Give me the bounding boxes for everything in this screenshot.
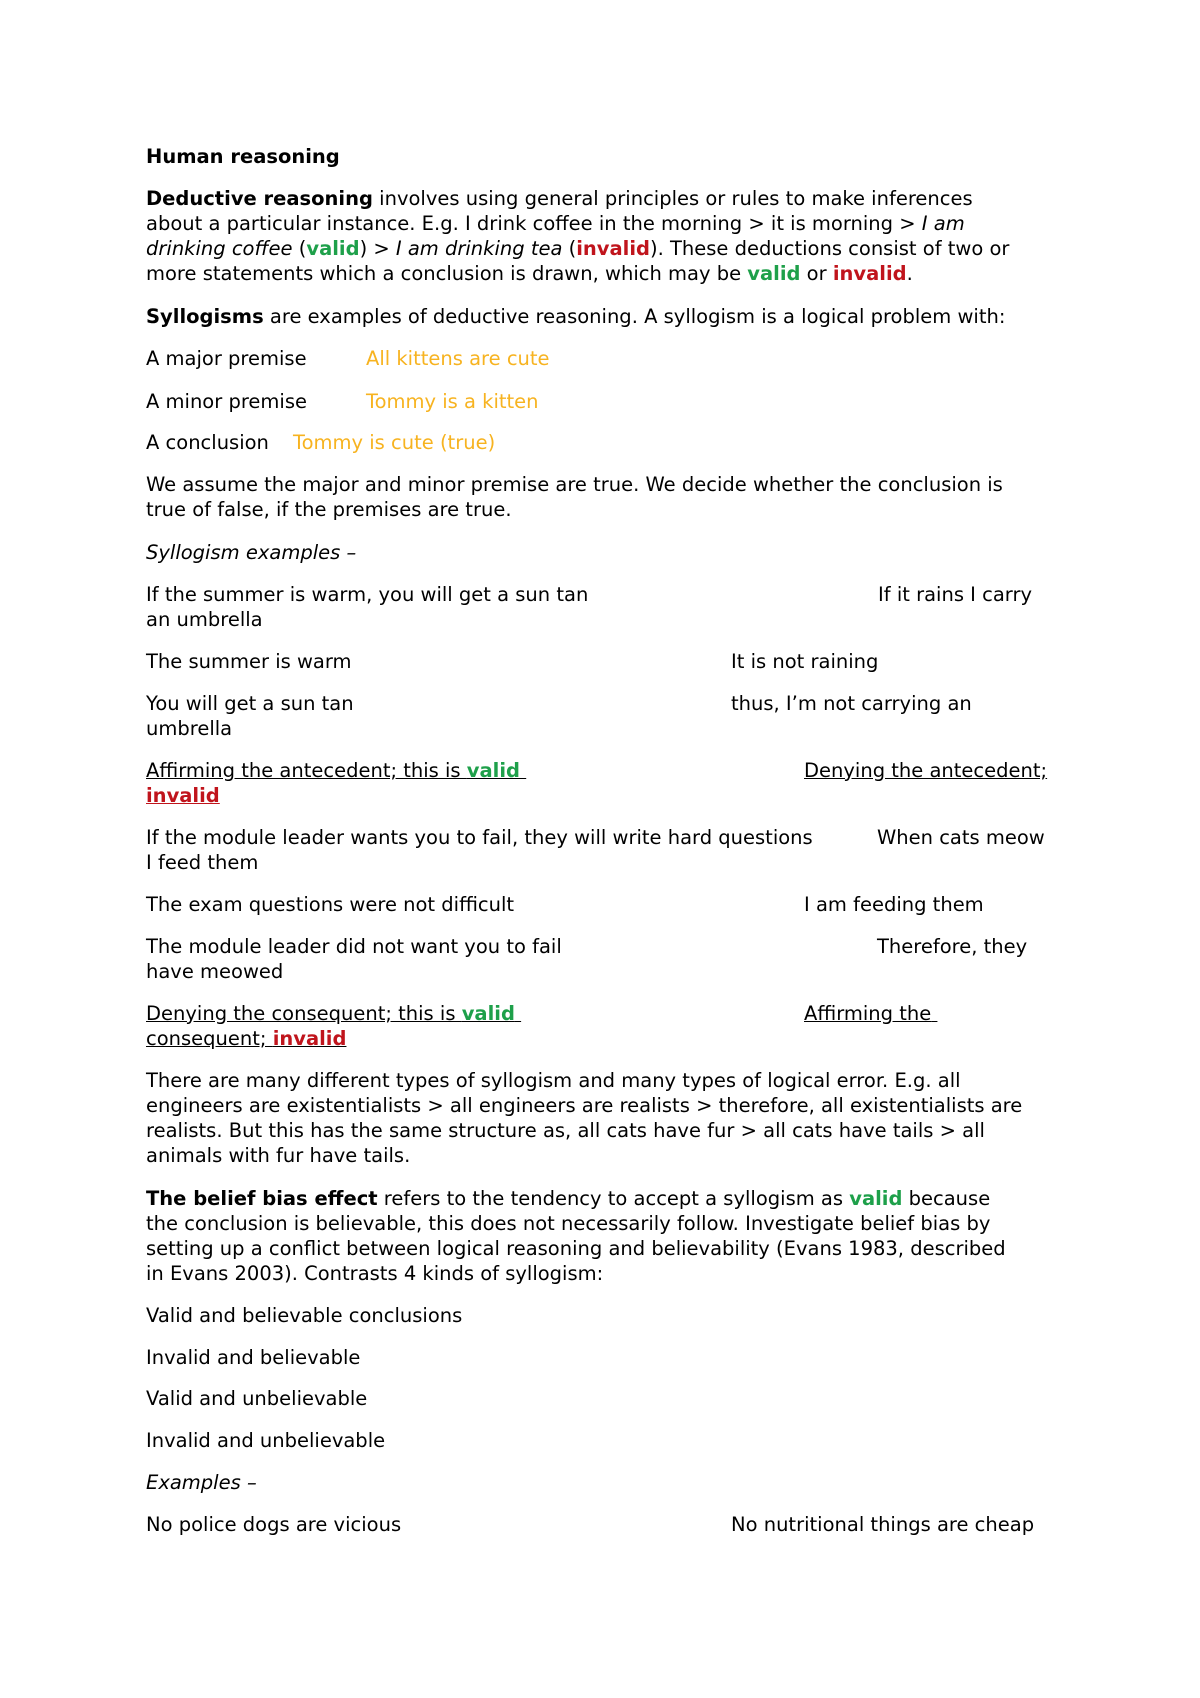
set2-right-2: I am feeding them — [804, 893, 984, 916]
text-span: consequent; — [146, 1027, 273, 1050]
paragraph-deductive-line-3 — [146, 236, 1009, 261]
paragraph-assume-line-2: true of false, if the premises are true. — [146, 498, 512, 521]
paragraph-belief-bias-line-4: in Evans 2003). Contrasts 4 kinds of syllogism: — [146, 1262, 604, 1285]
paragraph-assume-line-1: We assume the major and minor premise are true. We decide whether the conclusion is — [146, 473, 1003, 496]
kind-item: Invalid and unbelievable — [146, 1429, 386, 1452]
text-span: Denying the consequent; this is — [146, 1002, 462, 1025]
valid-label: valid — [306, 237, 360, 260]
set1-left-1: If the summer is warm, you will get a sun tan — [146, 583, 589, 606]
set1-left-3: You will get a sun tan — [146, 692, 354, 715]
premise-example-conclusion: Tommy is cute (true) — [293, 431, 496, 454]
text-span: because — [902, 1187, 991, 1210]
set2-caption-cont — [146, 1026, 346, 1051]
kind-item: Invalid and believable — [146, 1346, 361, 1369]
text-span: ) > — [359, 237, 396, 260]
set1-right-3: thus, I’m not carrying an — [731, 692, 972, 715]
set2-left-3-cont: have meowed — [146, 960, 284, 983]
set2-left-2: The exam questions were not difficult — [146, 893, 515, 916]
paragraph-types-line-2: engineers are existentialists > all engineers are realists > therefore, all existentialists are — [146, 1094, 1023, 1117]
text-span: more statements which a conclusion is drawn, which may be — [146, 262, 748, 285]
text-span: or — [800, 262, 833, 285]
final-row-right: No nutritional things are cheap — [731, 1513, 1035, 1536]
set1-left-3-cont: umbrella — [146, 717, 233, 740]
final-row-left: No police dogs are vicious — [146, 1513, 402, 1536]
paragraph-types-line-3: realists. But this has the same structure as, all cats have fur > all cats have tails > all — [146, 1119, 985, 1142]
paragraph-deductive-line-1 — [146, 186, 973, 211]
kind-item: Valid and believable conclusions — [146, 1304, 463, 1327]
set2-right-3: Therefore, they — [877, 935, 1028, 958]
italic-text: I am drinking tea — [395, 237, 563, 260]
syllogism-examples-heading: Syllogism examples – — [146, 541, 357, 564]
paragraph-deductive-line-2 — [146, 211, 965, 236]
set1-right-1: If it rains I carry — [878, 583, 1033, 606]
paragraph-types-line-4: animals with fur have tails. — [146, 1144, 411, 1167]
premise-example-major: All kittens are cute — [366, 347, 550, 370]
paragraph-belief-bias-line-2: the conclusion is believable, this does not necessarily follow. Investigate belief bias by — [146, 1212, 991, 1235]
set2-left-1: If the module leader wants you to fail, they will write hard questions — [146, 826, 813, 849]
paragraph-syllogisms — [146, 304, 1005, 329]
kind-item: Valid and unbelievable — [146, 1387, 368, 1410]
valid-label: valid — [849, 1187, 903, 1210]
invalid-label: invalid — [832, 262, 907, 285]
paragraph-types-line-1: There are many different types of syllogism and many types of logical error. E.g. all — [146, 1069, 961, 1092]
set2-caption-right — [804, 1001, 937, 1026]
examples-heading: Examples – — [146, 1471, 257, 1494]
premise-example-minor: Tommy is a kitten — [366, 390, 539, 413]
set1-caption-right: Denying the antecedent; — [804, 759, 1048, 782]
text-span: are examples of deductive reasoning. A syllogism is a logical problem with: — [263, 305, 1006, 328]
valid-label: valid — [461, 1002, 515, 1025]
set2-left-3: The module leader did not want you to fail — [146, 935, 562, 958]
valid-label: valid — [466, 759, 520, 782]
paragraph-belief-bias-line-1 — [146, 1186, 990, 1211]
set1-left-1-cont: an umbrella — [146, 608, 263, 631]
italic-text: I am — [921, 212, 965, 235]
text-span: about a particular instance. E.g. I drink coffee in the morning > it is morning > — [146, 212, 922, 235]
text-span: Affirming the antecedent; this is — [146, 759, 467, 782]
text-span: involves using general principles or rules to make inferences — [372, 187, 973, 210]
set1-left-2: The summer is warm — [146, 650, 352, 673]
term-syllogisms: Syllogisms — [146, 305, 264, 328]
set1-caption-invalid: invalid — [146, 784, 220, 807]
premise-label-minor: A minor premise — [146, 390, 307, 413]
premise-label-major: A major premise — [146, 347, 307, 370]
italic-text: drinking coffee — [146, 237, 293, 260]
text-span: ). These deductions consist of two or — [650, 237, 1010, 260]
term-deductive-reasoning: Deductive reasoning — [146, 187, 373, 210]
text-span: ( — [292, 237, 307, 260]
paragraph-belief-bias-line-3: setting up a conflict between logical reasoning and believability (Evans 1983, described — [146, 1237, 1006, 1260]
text-span: refers to the tendency to accept a syllogism as — [377, 1187, 850, 1210]
text-span: . — [906, 262, 913, 285]
premise-label-conclusion: A conclusion — [146, 431, 269, 454]
set2-right-1: When cats meow — [877, 826, 1045, 849]
set2-caption-left — [146, 1001, 521, 1026]
invalid-label: invalid — [576, 237, 650, 260]
valid-label: valid — [747, 262, 801, 285]
document-title: Human reasoning — [146, 145, 340, 168]
paragraph-deductive-line-4 — [146, 261, 913, 286]
invalid-label: invalid — [272, 1027, 347, 1050]
text-span: Affirming the — [804, 1002, 932, 1025]
set1-caption-left — [146, 758, 526, 783]
term-belief-bias: The belief bias effect — [146, 1187, 378, 1210]
set2-left-1-cont: I feed them — [146, 851, 259, 874]
set1-right-2: It is not raining — [731, 650, 879, 673]
text-span: ( — [562, 237, 577, 260]
